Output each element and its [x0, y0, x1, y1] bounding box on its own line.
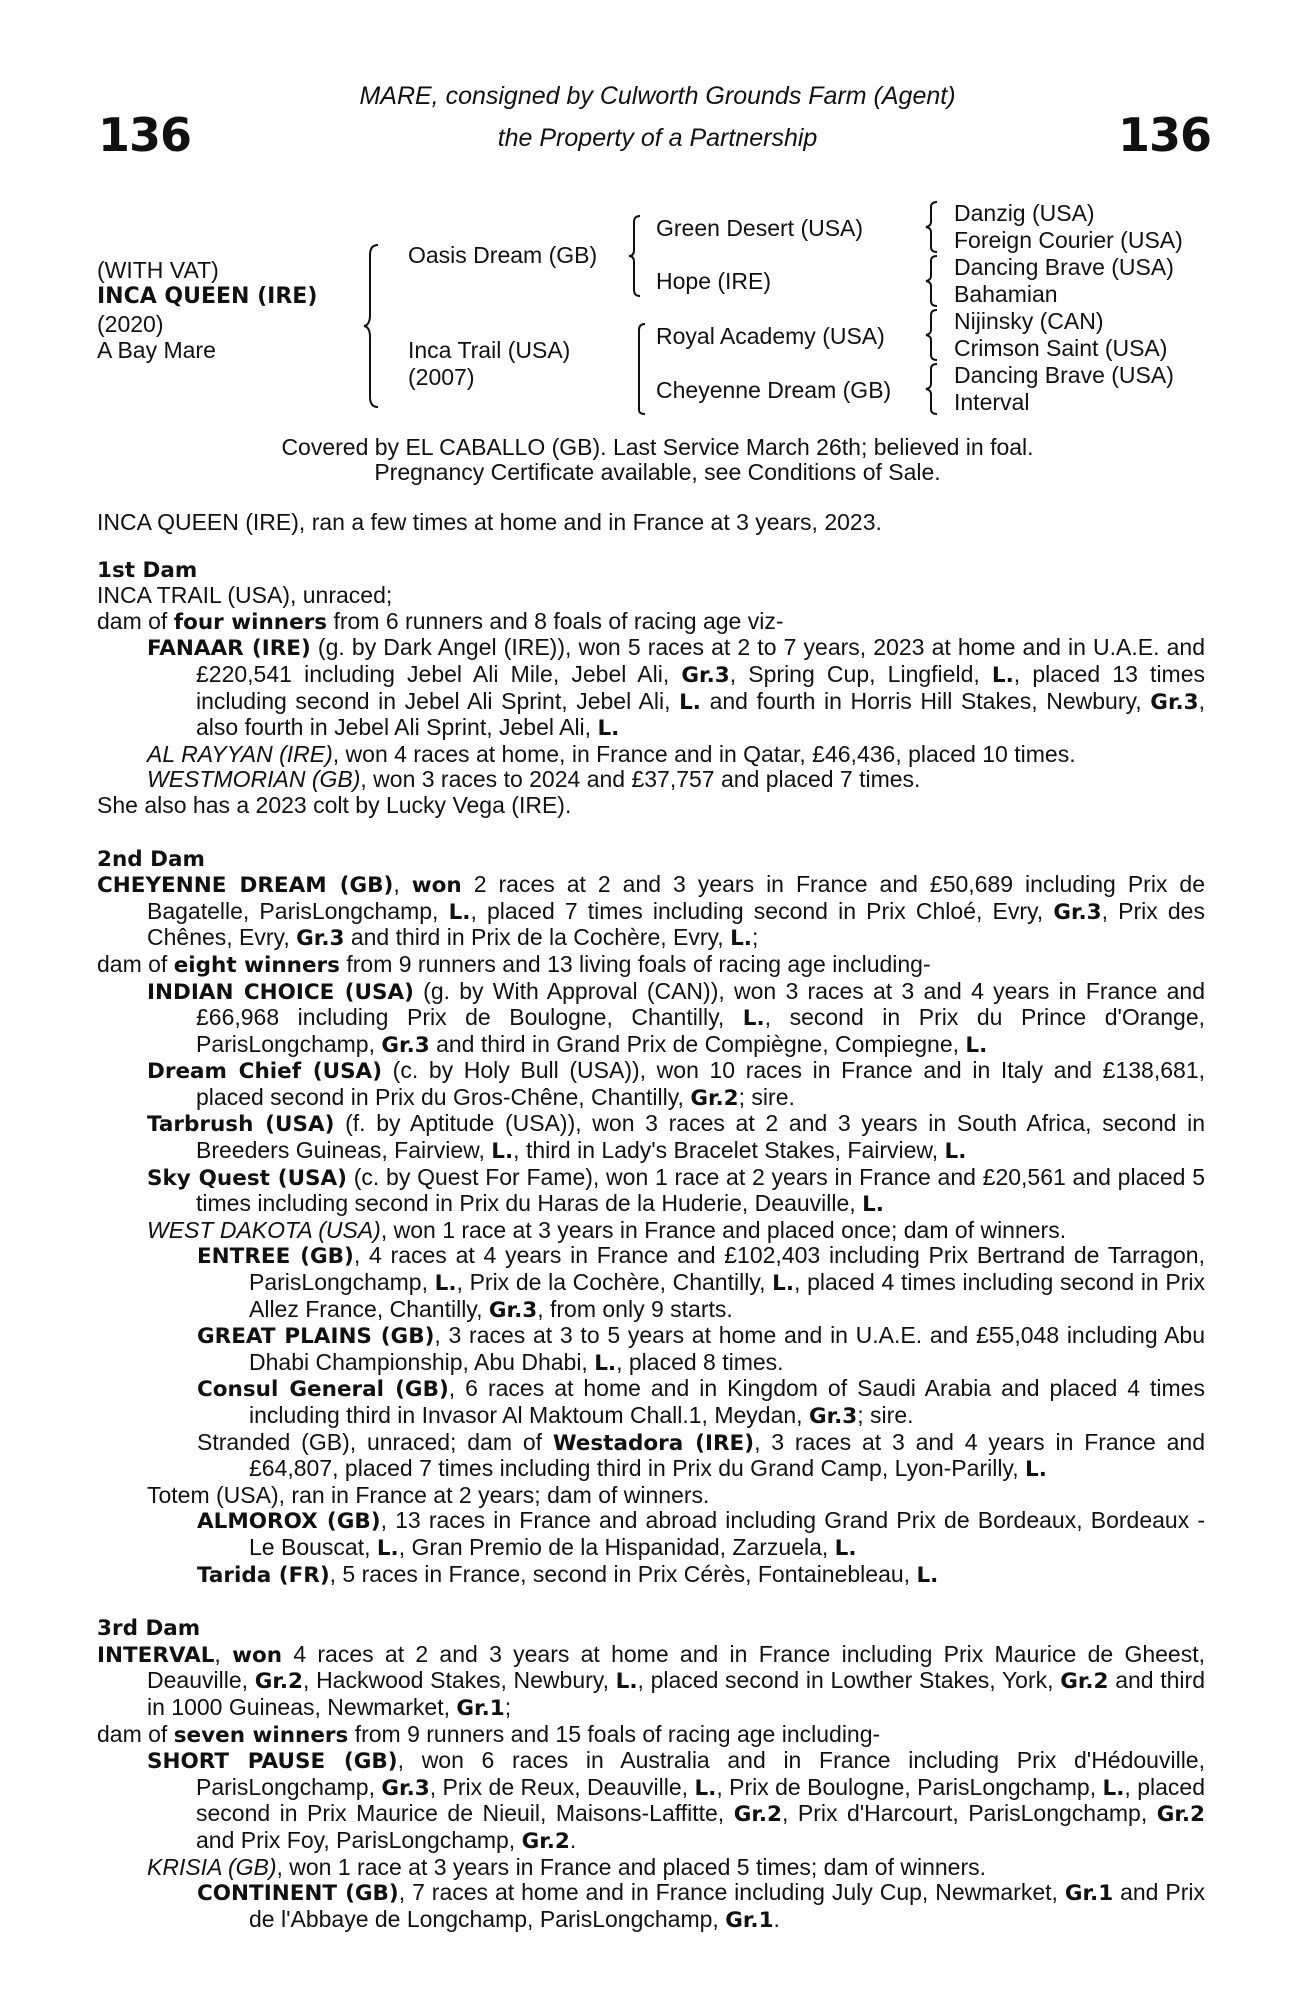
brace-ss	[924, 200, 940, 254]
dam-sire: Royal Academy (USA)	[656, 323, 885, 349]
grandproduce-continent: CONTINENT (GB), 7 races at home and in France including July Cup, Newmarket, Gr.1 and Prix de l'Abbaye de Longchamp, ParisLongchamp, Gr.1.	[197, 1879, 1205, 1933]
gen3-dss: Nijinsky (CAN)	[954, 308, 1104, 334]
third-dam-heading: 3rd Dam	[97, 1616, 201, 1642]
brace-dd	[924, 362, 940, 416]
horse-name: INCA QUEEN (IRE)	[97, 284, 318, 309]
sire-dam: Hope (IRE)	[656, 268, 772, 294]
first-dam-produce: dam of four winners from 6 runners and 8 foals of racing age viz-	[97, 607, 784, 635]
produce-al-rayyan: AL RAYYAN (IRE), won 4 races at home, in France and in Qatar, £46,436, placed 10 times.	[147, 740, 1076, 767]
grandproduce-stranded: Stranded (GB), unraced; dam of Westadora (IRE), 3 races at 3 and 4 years in France and £64,807, placed 7 times including third in Prix du Grand Camp, Lyon-Parilly, L.	[197, 1428, 1205, 1483]
gen3-dsd: Crimson Saint (USA)	[954, 335, 1168, 361]
gen3-sdd: Bahamian	[954, 281, 1058, 307]
produce-tarbrush: Tarbrush (USA) (f. by Aptitude (USA)), won 3 races at 2 and 3 years in South Africa, second in Breeders Guineas, Fairview, L., third in Lady's Bracelet Stakes, Fairview, L.	[147, 1110, 1205, 1165]
second-dam-heading: 2nd Dam	[97, 846, 205, 872]
third-dam-produce: dam of seven winners from 9 runners and 15 foals of racing age including-	[97, 1720, 881, 1748]
gen3-sss: Danzig (USA)	[954, 200, 1095, 226]
grandproduce-tarida: Tarida (FR), 5 races in France, second in Prix Cérès, Fontainebleau, L.	[197, 1560, 939, 1588]
lot-number-left: 136	[98, 108, 192, 162]
dam-dam: Cheyenne Dream (GB)	[656, 377, 892, 403]
second-dam-produce: dam of eight winners from 9 runners and 13 living foals of racing age including-	[97, 950, 931, 978]
first-dam-heading: 1st Dam	[97, 557, 198, 583]
first-dam-name: INCA TRAIL (USA), unraced;	[97, 582, 393, 609]
property-line: the Property of a Partnership	[497, 124, 818, 152]
first-dam-also: She also has a 2023 colt by Lucky Vega (IRE).	[97, 791, 572, 818]
brace-ds	[924, 308, 940, 362]
consignor-line: MARE, consigned by Culworth Grounds Farm (Agent)	[359, 82, 956, 110]
horse-year: (2020)	[97, 311, 164, 337]
grandproduce-consul-general: Consul General (GB), 6 races at home and in Kingdom of Saudi Arabia and placed 4 times including third in Invasor Al Maktoum Chall.1, Meydan, Gr.3; sire.	[197, 1375, 1205, 1429]
produce-totem: Totem (USA), ran in France at 2 years; dam of winners.	[147, 1481, 710, 1508]
catalogue-body	[97, 510, 1205, 1933]
sire-sire: Green Desert (USA)	[656, 215, 864, 241]
horse-description: A Bay Mare	[97, 337, 216, 363]
gen3-ddd: Interval	[954, 389, 1030, 415]
sire: Oasis Dream (GB)	[408, 242, 598, 268]
grandproduce-almorox: ALMOROX (GB), 13 races in France and abroad including Grand Prix de Bordeaux, Bordeaux - Le Bouscat, L., Gran Premio de la Hispanidad, Zarzuela, L.	[197, 1507, 1206, 1561]
gen3-dds: Dancing Brave (USA)	[954, 362, 1174, 388]
produce-indian-choice: INDIAN CHOICE (USA) (g. by With Approval (CAN)), won 3 races at 3 and 4 years in France and £66,968 including Prix de Boulogne, Chantilly, L., second in Prix du Prince d'Orange, ParisLongchamp, Gr.3 and third in Grand Prix de Compiègne, Compiegne, L.	[147, 977, 1205, 1058]
grandproduce-entree: ENTREE (GB), 4 races at 4 years in France and £102,403 including Prix Bertrand de Tarragon, ParisLongchamp, L., Prix de la Cochère, Chantilly, L., placed 4 times including second in Prix Allez France, Chantilly, Gr.3, from only 9 starts.	[197, 1242, 1205, 1323]
produce-westmorian: WESTMORIAN (GB), won 3 races to 2024 and £37,757 and placed 7 times.	[147, 766, 921, 793]
covered-line: Covered by EL CABALLO (GB). Last Service March 26th; believed in foal.	[281, 434, 1034, 460]
grandproduce-great-plains: GREAT PLAINS (GB), 3 races at 3 to 5 years at home and in U.A.E. and £55,048 including Abu Dhabi Championship, Abu Dhabi, L., placed 8 times.	[197, 1322, 1205, 1376]
pregnancy-line: Pregnancy Certificate available, see Conditions of Sale.	[374, 459, 941, 485]
brace-sd	[924, 254, 940, 308]
dam-year: (2007)	[408, 364, 475, 390]
main-brace	[362, 243, 382, 409]
gen3-sds: Dancing Brave (USA)	[954, 254, 1174, 280]
produce-dream-chief: Dream Chief (USA) (c. by Holy Bull (USA)), won 10 races in France and in Italy and £138,681, placed second in Prix du Gros-Chêne, Chantilly, Gr.2; sire.	[147, 1057, 1206, 1111]
produce-west-dakota: WEST DAKOTA (USA), won 1 race at 3 years in France and placed once; dam of winners.	[147, 1216, 1067, 1243]
sire-brace	[627, 214, 643, 298]
produce-sky-quest: Sky Quest (USA) (c. by Quest For Fame), won 1 race at 2 years in France and £20,561 and placed 5 times including second in Prix du Haras de la Huderie, Deauville, L.	[147, 1163, 1206, 1218]
produce-krisia: KRISIA (GB), won 1 race at 3 years in France and placed 5 times; dam of winners.	[147, 1853, 987, 1880]
intro-line: INCA QUEEN (IRE), ran a few times at home and in France at 3 years, 2023.	[97, 509, 882, 535]
third-dam-name: INTERVAL, won 4 races at 2 and 3 years at home and in France including Prix Maurice de Gheest, Deauville, Gr.2, Hackwood Stakes, Newbury, L., placed second in Lowther Stakes, York, Gr.2 and third in 1000 Guineas, Newmarket, Gr.1;	[97, 1640, 1206, 1721]
gen3-ssd: Foreign Courier (USA)	[954, 227, 1183, 253]
produce-short-pause: SHORT PAUSE (GB), won 6 races in Australia and in France including Prix d'Hédouville, ParisLongchamp, Gr.3, Prix de Reux, Deauville, L., Prix de Boulogne, ParisLongchamp, L., placed second in Prix Maurice de Nieuil, Maisons-Laffitte, Gr.2, Prix d'Harcourt, ParisLongchamp, Gr.2 and Prix Foy, ParisLongchamp, Gr.2.	[147, 1747, 1205, 1854]
dam-brace	[632, 322, 648, 416]
dam: Inca Trail (USA)	[408, 337, 571, 363]
produce-fanaar: FANAAR (IRE) (g. by Dark Angel (IRE)), won 5 races at 2 to 7 years, 2023 at home and in U.A.E. and £220,541 including Jebel Ali Mile, Jebel Ali, Gr.3, Spring Cup, Lingfield, L., placed 13 times including second in Jebel Ali Sprint, Jebel Ali, L. and fourth in Horris Hill Stakes, Newbury, Gr.3, also fourth in Jebel Ali Sprint, Jebel Ali, L.	[147, 634, 1206, 742]
second-dam-name: CHEYENNE DREAM (GB), won 2 races at 2 and 3 years in France and £50,689 including Prix de Bagatelle, ParisLongchamp, L., placed 7 times including second in Prix Chloé, Evry, Gr.3, Prix des Chênes, Evry, Gr.3 and third in Prix de la Cochère, Evry, L.;	[97, 871, 1206, 952]
lot-number-right: 136	[1118, 108, 1212, 162]
vat-note: (WITH VAT)	[97, 257, 219, 283]
